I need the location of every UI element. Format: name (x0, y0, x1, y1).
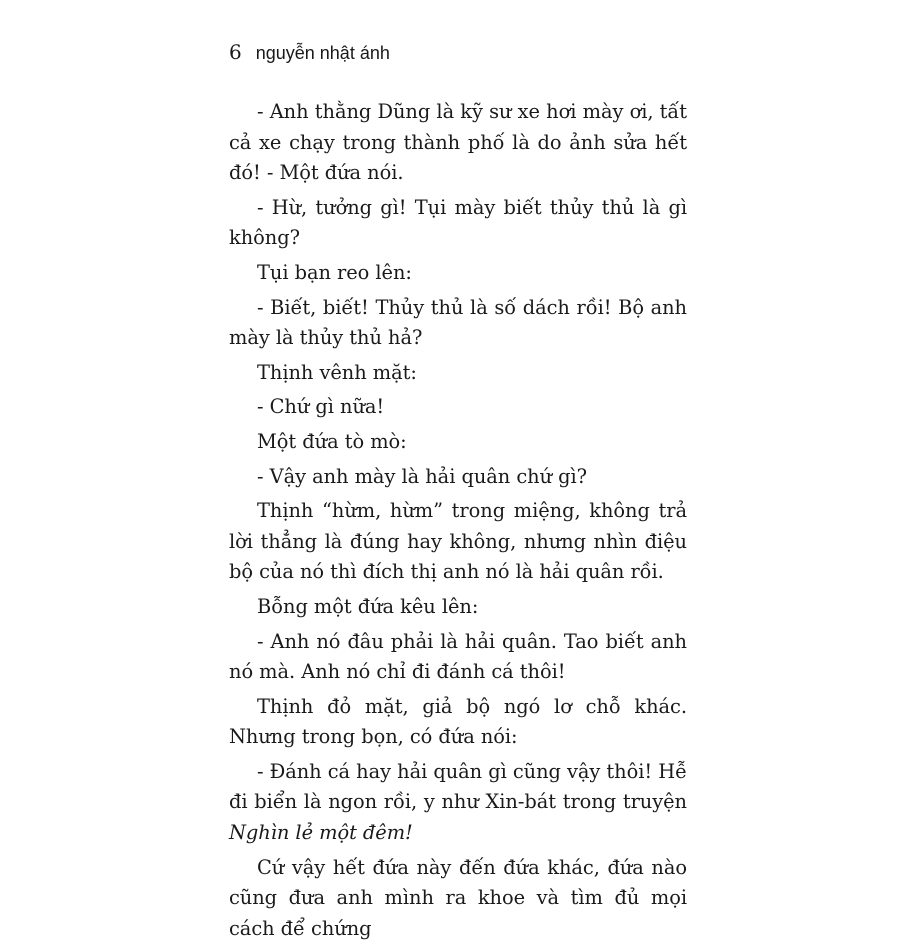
page-header (229, 40, 390, 64)
paragraph: Bỗng một đứa kêu lên: (257, 594, 479, 618)
paragraph: - Vậy anh mày là hải quân chứ gì? (257, 464, 587, 488)
paragraph: - Anh nó đâu phải là hải quân. Tao biết anh nó mà. Anh nó chỉ đi đánh cá thôi! (229, 629, 687, 684)
paragraph: Cứ vậy hết đứa này đến đứa khác, đứa nào cũng đưa anh mình ra khoe và tìm đủ mọi cách để chứng (229, 855, 687, 940)
paragraph: Thịnh đỏ mặt, giả bộ ngó lơ chỗ khác. Nhưng trong bọn, có đứa nói: (229, 694, 687, 749)
paragraph: - Biết, biết! Thủy thủ là số dách rồi! Bộ anh mày là thủy thủ hả? (229, 295, 687, 350)
paragraph: Tụi bạn reo lên: (257, 260, 412, 284)
paragraph: - Chứ gì nữa! (257, 395, 385, 419)
paragraph: - Anh thằng Dũng là kỹ sư xe hơi mày ơi, tất cả xe chạy trong thành phố là do ảnh sửa hết đó! - Một đứa nói. (229, 100, 687, 185)
page-body (229, 97, 687, 944)
paragraph: Một đứa tò mò: (257, 429, 407, 453)
book-title-italic: Nghìn lẻ một đêm! (229, 821, 413, 845)
paragraph: Thịnh “hừm, hừm” trong miệng, không trả lời thẳng là đúng hay không, nhưng nhìn điệu bộ của nó thì đích thị anh nó là hải quân rồi. (229, 499, 687, 584)
running-head-author: nguyễn nhật ánh (255, 43, 390, 63)
paragraph: Thịnh vênh mặt: (257, 360, 417, 384)
paragraph: - Đánh cá hay hải quân gì cũng vậy thôi! Hễ đi biển là ngon rồi, y như Xin-bát trong truyện Nghìn lẻ một đêm! (229, 759, 687, 845)
paragraph: - Hừ, tưởng gì! Tụi mày biết thủy thủ là gì không? (229, 195, 687, 250)
page-number: 6 (229, 40, 242, 64)
